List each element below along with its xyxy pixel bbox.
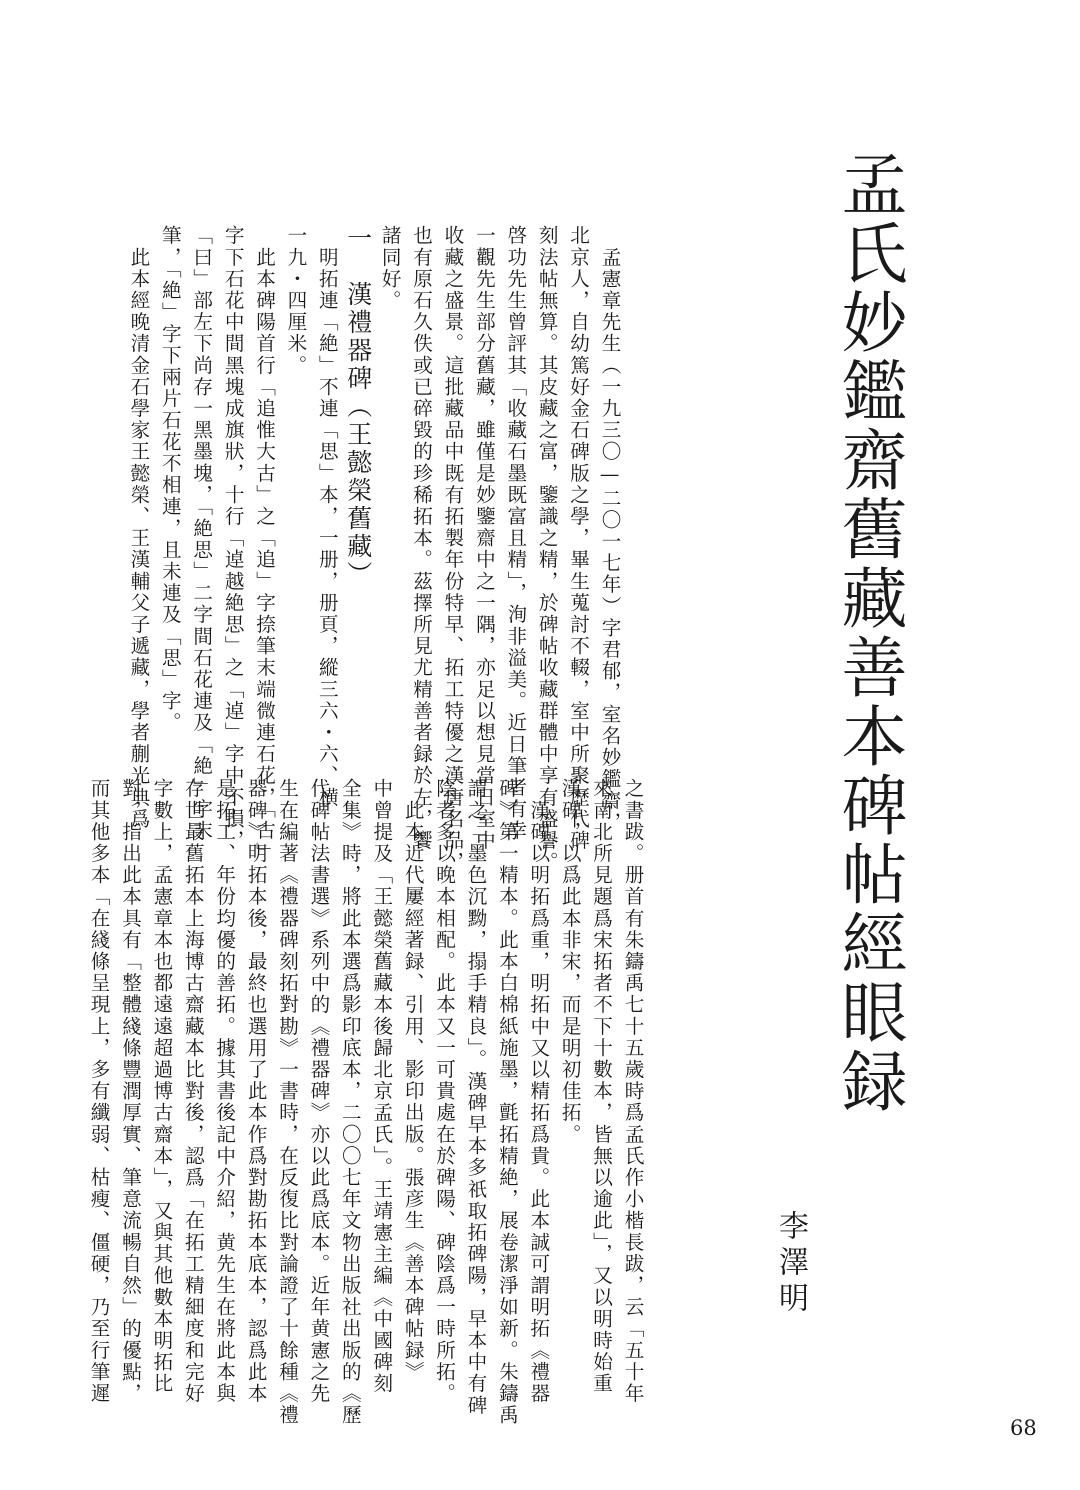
text-column: 字下石花中間黑塊成旗狀，十行「逴越絶思」之「逴」字中不損， — [221, 225, 245, 852]
text-column: 而其他多本「在綫條呈現上，多有纖弱、枯瘦、僵硬，乃至行筆遲 — [87, 778, 111, 1405]
text-column: 之書跋。册首有朱鑄禹七十五歲時爲孟氏作小楷長跋，云「五十年 — [621, 778, 644, 1405]
text-column: 漢碑，以爲此本非宋，而是明初佳拓。 — [558, 778, 582, 1146]
text-column: 來南北所見題爲宋拓者不下十數本，皆無以逾此」，又以明時始重 — [589, 778, 613, 1395]
text-column: 也有原石久佚或已碎毀的珍稀拓本。茲擇所見尤精善者録於左，饗 — [409, 225, 433, 852]
text-column: 碑》第一精本。此本白棉紙施墨，氈拓精絶，展卷潔淨如新。朱鑄禹 — [495, 778, 519, 1426]
text-column: 諸同好。 — [378, 225, 402, 312]
text-column: 生在編著《禮器碑刻拓對勘》一書時，在反復比對論證了十餘種《禮 — [275, 778, 299, 1426]
upper-text-block — [123, 225, 626, 873]
text-column: 代碑帖法書選》系列中的《禮器碑》亦以此爲底本。近年黄憲之先 — [306, 778, 330, 1405]
lower-text-block — [83, 778, 648, 1426]
text-column: 收藏之盛景。這批藏品中既有拓製年份特早、拓工特優之漢唐名品， — [440, 225, 464, 873]
text-column: 存世最舊拓本上海博古齋藏本比對後，認爲「在拓工精細度和完好 — [181, 778, 205, 1405]
text-column: 「曰」部左下尚存一黑墨塊，「絶思」二字間石花連及「絶」字末 — [189, 225, 213, 842]
text-column: 一觀先生部分舊藏，雖僅是妙鑒齋中之一隅，亦足以想見當日室中 — [472, 225, 496, 852]
page-number: 68 — [1010, 1416, 1037, 1440]
text-column: 字數上，孟憲章本也都遠遠超過博古齋本」，又與其他數本明拓比 — [149, 778, 173, 1395]
text-column: 對，指出此本具有「整體綫條豐潤厚實、筆意流暢自然」的優點， — [118, 778, 142, 1405]
text-column: 漢碑以明拓爲重，明拓中又以精拓爲貴。此本誠可謂明拓《禮器 — [526, 778, 550, 1405]
text-column: 器碑》明拓本後，最終也選用了此本作爲對勘拓本底本，認爲此本 — [244, 778, 268, 1405]
text-column: 孟憲章先生（一九三〇—二〇一七年）字君郁，室名妙鑑齋， — [598, 225, 621, 834]
text-column: 中曾提及「王懿榮舊藏本後歸北京孟氏」。王靖憲主編《中國碑刻 — [369, 778, 393, 1395]
text-column: 明拓連「絶」不連「思」本，一册，册頁，縱三六・六、横 — [315, 225, 339, 809]
text-column: 此本近代屢經著録、引用、影印出版。張彦生《善本碑帖録》 — [401, 778, 425, 1383]
text-column: 一九・四厘米。 — [283, 225, 307, 377]
text-column: 此本經晚清金石學家王懿榮、王漢輔父子遞藏，學者蒯光典爲 — [126, 225, 150, 830]
text-column: 刻法帖無算。其皮藏之富，鑒識之精，於碑帖收藏群體中享有盛譽。 — [535, 225, 559, 873]
text-column: 是拓工、年份均優的善拓。據其書後記中介紹，黄先生在將此本與 — [212, 778, 236, 1405]
text-column: 北京人，自幼篤好金石碑版之學，畢生蒐討不輟，室中所聚歷代碑 — [566, 225, 590, 852]
text-column: 謂之「墨色沉黝，搨手精良」。漢碑早本多祇取拓碑陽，早本中有碑 — [463, 778, 487, 1417]
text-column: 啓功先生曾評其「收藏石墨既富且精」，洵非溢美。近日筆者有幸 — [503, 225, 527, 842]
article-title: 孟氏妙鑑齋舊藏善本碑帖經眼録 — [830, 150, 907, 1116]
author-name: 李澤明 — [773, 1210, 808, 1318]
text-column: 陰者多以晚本相配。此本又一可貴處在於碑陽、碑陰爲一時所拓。 — [432, 778, 456, 1405]
text-column: 全集》時，將此本選爲影印底本，二〇〇七年文物出版社出版的《歷 — [338, 778, 362, 1426]
text-column: 筆，「絶」字下兩片石花不相連，且未連及「思」字。 — [158, 225, 182, 734]
text-column: 此本碑陽首行「追惟大古」之「追」字捺筆末端微連石花，「古」 — [252, 225, 276, 864]
section-heading: 一 漢禮器碑（王懿榮舊藏） — [343, 225, 373, 589]
